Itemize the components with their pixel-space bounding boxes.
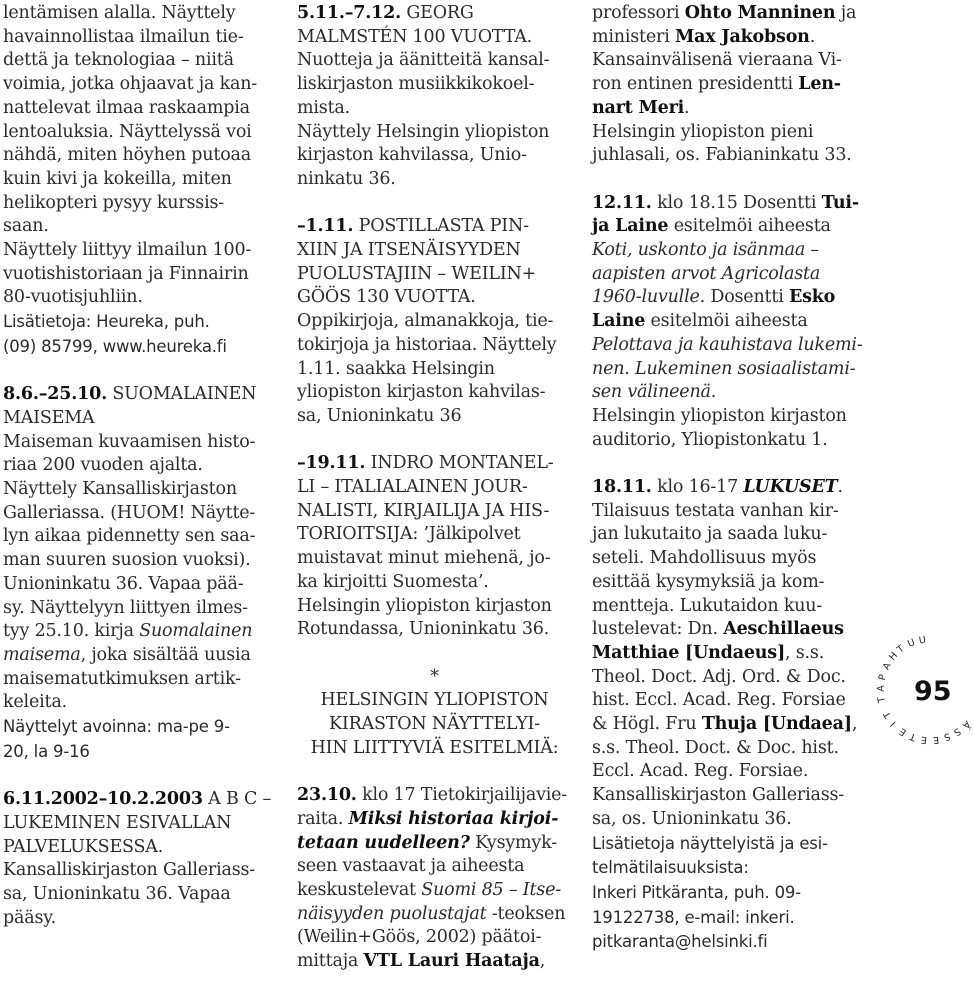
arc-bottom-letter: S bbox=[951, 725, 963, 739]
text-line: 23.10. klo 17 Tietokirjailijavie- bbox=[297, 785, 568, 806]
text-line: Näyttelyt avoinna: ma-pe 9- bbox=[3, 717, 230, 737]
text-line: Pelottava ja kauhistava lukemi- bbox=[592, 334, 863, 355]
text-line: Nuotteja ja äänitteitä kansal- bbox=[297, 50, 550, 71]
text-line: –1.11. POSTILLASTA PIN- bbox=[297, 216, 529, 237]
text-line: liskirjaston musiikkikokoel- bbox=[297, 74, 535, 95]
text-line: raita. Miksi historiaa kirjoi- bbox=[297, 808, 559, 829]
arc-bottom-letter: Ä bbox=[960, 718, 973, 732]
text-line: jan lukutaito ja saada luku- bbox=[592, 524, 828, 545]
text-line: NALISTI, KIRJAILIJA JA HIS- bbox=[297, 500, 550, 521]
paragraph-gap bbox=[297, 642, 572, 666]
text-line: * bbox=[430, 666, 439, 687]
column-1 bbox=[3, 2, 278, 930]
arc-top-letter: P bbox=[876, 673, 889, 682]
text-line: 1.11. saakka Helsingin bbox=[297, 358, 495, 379]
text-line: Helsingin yliopiston kirjaston bbox=[297, 595, 552, 616]
text-line: (Weilin+Göös, 2002) päätoi- bbox=[297, 927, 542, 948]
text-line: maisematutkimuksen artik- bbox=[3, 668, 241, 689]
text-line: nähdä, miten höyhen putoaa bbox=[3, 145, 252, 166]
text-line: muistavat minut miehenä, jo- bbox=[297, 548, 551, 569]
text-line: tokirjoja ja historiaa. Näyttely bbox=[297, 334, 557, 355]
column-3 bbox=[592, 2, 867, 955]
text-line: telmätilaisuuksista: bbox=[592, 858, 749, 878]
paragraph-gap bbox=[297, 192, 572, 216]
text-line: maisema, joka sisältää uusia bbox=[3, 644, 251, 665]
text-line: Inkeri Pitkäranta, puh. 09- bbox=[592, 882, 801, 902]
text-line: kirjaston kahvilassa, Unio- bbox=[297, 145, 527, 166]
arc-top-letter: A bbox=[880, 661, 894, 672]
paragraph-gap bbox=[297, 429, 572, 453]
text-line: mista. bbox=[297, 97, 351, 118]
text-line: helikopteri pysyy kurssis- bbox=[3, 192, 224, 213]
text-line: Matthiae [Undaeus], s.s. bbox=[592, 642, 825, 663]
paragraph-gap bbox=[297, 760, 572, 784]
arc-bottom-letter: E bbox=[920, 733, 929, 745]
text-line: & Högl. Fru Thuja [Undaea], bbox=[592, 714, 858, 735]
paragraph-gap bbox=[3, 360, 278, 384]
arc-bottom-letter: S bbox=[942, 730, 952, 744]
text-line: nen. Lukeminen sosiaalistami- bbox=[592, 358, 856, 379]
text-line: ninkatu 36. bbox=[297, 168, 396, 189]
text-line: juhlasali, os. Fabianinkatu 33. bbox=[592, 145, 852, 166]
paragraph-gap bbox=[592, 168, 867, 192]
text-line: keleita. bbox=[3, 692, 67, 713]
text-line: sen välineenä. bbox=[592, 382, 717, 403]
text-line: saan. bbox=[3, 216, 49, 237]
text-line: GÖÖS 130 VUOTTA. bbox=[297, 287, 476, 308]
text-line: vuotishistoriaan ja Finnairin bbox=[3, 263, 249, 284]
text-line: Tilaisuus testata vanhan kir- bbox=[592, 500, 839, 521]
text-line: nart Meri. bbox=[592, 97, 690, 118]
text-line: tetaan uudelleen? Kysymyk- bbox=[297, 832, 557, 853]
text-line: LUKEMINEN ESIVALLAN bbox=[3, 812, 232, 833]
text-line: professori Ohto Manninen ja bbox=[592, 3, 857, 23]
paragraph-gap bbox=[592, 452, 867, 476]
text-line: riaa 200 vuoden ajalta. bbox=[3, 455, 203, 476]
text-line: lentämisen alalla. Näyttely bbox=[3, 3, 236, 23]
text-line: 5.11.–7.12. GEORG bbox=[297, 3, 474, 23]
text-line: MAISEMA bbox=[3, 407, 95, 428]
arc-bottom-letter: E bbox=[897, 724, 909, 738]
text-line: 12.11. klo 18.15 Dosentti Tui- bbox=[592, 192, 859, 213]
text-line: s.s. Theol. Doct. & Doc. hist. bbox=[592, 737, 839, 758]
text-line: HELSINGIN YLIOPISTON bbox=[320, 690, 549, 711]
text-line: seteli. Mahdollisuus myös bbox=[592, 548, 817, 569]
text-line: sy. Näyttelyyn liittyen ilmes- bbox=[3, 597, 248, 618]
text-line: Lisätietoja: Heureka, puh. bbox=[3, 312, 210, 332]
text-line: MALMSTÉN 100 VUOTTA. bbox=[297, 26, 533, 47]
column-2 bbox=[297, 2, 572, 974]
text-line: mentteja. Lukutaidon kuu- bbox=[592, 595, 823, 616]
text-line: auditorio, Yliopistonkatu 1. bbox=[592, 429, 828, 450]
arc-top-letter: U bbox=[906, 637, 918, 650]
text-line: –19.11. INDRO MONTANEL- bbox=[297, 453, 554, 474]
text-line: havainnollistaa ilmailun tie- bbox=[3, 26, 244, 47]
text-line: 18.11. klo 16-17 LUKUSET. bbox=[592, 477, 843, 498]
text-line: Kansalliskirjaston Galleriass- bbox=[3, 860, 256, 881]
arc-bottom-letter: T bbox=[908, 730, 918, 743]
text-line: 8.6.–25.10. SUOMALAINEN bbox=[3, 384, 257, 405]
text-line: Rotundassa, Unioninkatu 36. bbox=[297, 619, 550, 640]
text-line: 1960-luvulle. Dosentti Esko bbox=[592, 287, 836, 308]
text-line: Unioninkatu 36. Vapaa pää- bbox=[3, 573, 244, 594]
arc-top-letter: T bbox=[876, 695, 888, 704]
text-line: esittää kysymyksiä ja kom- bbox=[592, 571, 825, 592]
arc-bottom-letter: T bbox=[881, 709, 894, 720]
text-line: pitkaranta@helsinki.fi bbox=[592, 932, 768, 952]
text-line: voimia, jotka ohjaavat ja kan- bbox=[3, 74, 258, 95]
text-line: pääsy. bbox=[3, 907, 56, 928]
text-line: nattelevat ilmaa raskaampia bbox=[3, 97, 250, 118]
text-line: ministeri Max Jakobson. bbox=[592, 26, 816, 47]
text-line: dettä ja teknologiaa – niitä bbox=[3, 50, 234, 71]
text-line: 20, la 9-16 bbox=[3, 741, 90, 761]
text-line: Näyttely Kansalliskirjaston bbox=[3, 479, 237, 500]
text-line: kuin kivi ja kokeilla, miten bbox=[3, 168, 232, 189]
text-line: HIN LIITTYVIÄ ESITELMIÄ: bbox=[310, 737, 559, 758]
text-line: man suuren suosion vuoksi). bbox=[3, 550, 251, 571]
text-line: PALVELUKSESSA. bbox=[3, 836, 164, 857]
paragraph-gap bbox=[3, 764, 278, 788]
text-line: hist. Eccl. Acad. Reg. Forsiae bbox=[592, 690, 846, 711]
text-line: Theol. Doct. Adj. Ord. & Doc. bbox=[592, 666, 846, 687]
text-line: Helsingin yliopiston kirjaston bbox=[592, 405, 847, 426]
text-line: 6.11.2002–10.2.2003 A B C – bbox=[3, 789, 272, 810]
text-line: keskustelevat Suomi 85 – Itse- bbox=[297, 879, 561, 900]
text-line: Helsingin yliopiston pieni bbox=[592, 121, 814, 142]
text-line: Näyttely liittyy ilmailun 100- bbox=[3, 240, 252, 261]
text-line: 80-vuotisjuhliin. bbox=[3, 287, 143, 308]
text-line: sa, Unioninkatu 36 bbox=[297, 405, 462, 426]
text-line: sa, Unioninkatu 36. Vapaa bbox=[3, 883, 231, 904]
text-line: lyn aikaa pidennetty sen saa- bbox=[3, 526, 256, 547]
text-line: 19122738, e-mail: inkeri. bbox=[592, 907, 795, 927]
text-line: Lisätietoja näyttelyistä ja esi- bbox=[592, 833, 828, 853]
text-line: Oppikirjoja, almanakkoja, tie- bbox=[297, 311, 554, 332]
text-line: seen vastaavat ja aiheesta bbox=[297, 856, 525, 877]
text-line: KIRASTON NÄYTTELYI- bbox=[328, 714, 540, 735]
text-line: Kansainvälisenä vieraana Vi- bbox=[592, 50, 842, 71]
text-line: ka kirjoitti Suomesta’. bbox=[297, 571, 489, 592]
text-line: ja Laine esitelmöi aiheesta bbox=[592, 216, 831, 237]
text-line: tyy 25.10. kirja Suomalainen bbox=[3, 621, 253, 642]
text-line: (09) 85799, www.heureka.fi bbox=[3, 336, 227, 356]
text-line: lustelevat: Dn. Aeschillaeus bbox=[592, 619, 844, 640]
text-line: PUOLUSTAJIIN – WEILIN+ bbox=[297, 263, 537, 284]
text-line: ron entinen presidentti Len- bbox=[592, 74, 841, 95]
arc-top-letter: A bbox=[875, 685, 887, 692]
text-line: mittaja VTL Lauri Haataja, bbox=[297, 951, 546, 972]
text-line: TORIOITSIJA: ’Jälkipolvet bbox=[297, 524, 521, 545]
arc-top-letter: H bbox=[887, 650, 901, 664]
text-line: Maiseman kuvaamisen histo- bbox=[3, 431, 256, 452]
text-line: sa, os. Unioninkatu 36. bbox=[592, 808, 792, 829]
text-line: Laine esitelmöi aiheesta bbox=[592, 311, 808, 332]
text-line: näisyyden puolustajat -teoksen bbox=[297, 903, 566, 924]
text-line: LI – ITALIALAINEN JOUR- bbox=[297, 477, 528, 498]
text-line: aapisten arvot Agricolasta bbox=[592, 263, 821, 284]
arc-bottom-letter: E bbox=[932, 733, 940, 746]
text-line: XIIN JA ITSENÄISYYDEN bbox=[297, 240, 521, 261]
text-line: Kansalliskirjaston Galleriass- bbox=[592, 785, 845, 806]
text-line: Eccl. Acad. Reg. Forsiae. bbox=[592, 761, 809, 782]
text-line: Galleriassa. (HUOM! Näytte- bbox=[3, 502, 256, 523]
text-line: Koti, uskonto ja isänmaa – bbox=[592, 240, 819, 261]
text-line: Näyttely Helsingin yliopiston bbox=[297, 121, 550, 142]
arc-bottom-letter: I bbox=[887, 718, 898, 729]
text-line: lentoaluksia. Näyttelyssä voi bbox=[3, 121, 252, 142]
arc-top-letter: T bbox=[895, 643, 907, 656]
arc-top-letter: U bbox=[918, 634, 928, 647]
page-number: 95 bbox=[914, 676, 952, 707]
text-line: yliopiston kirjaston kahvilas- bbox=[297, 382, 546, 403]
